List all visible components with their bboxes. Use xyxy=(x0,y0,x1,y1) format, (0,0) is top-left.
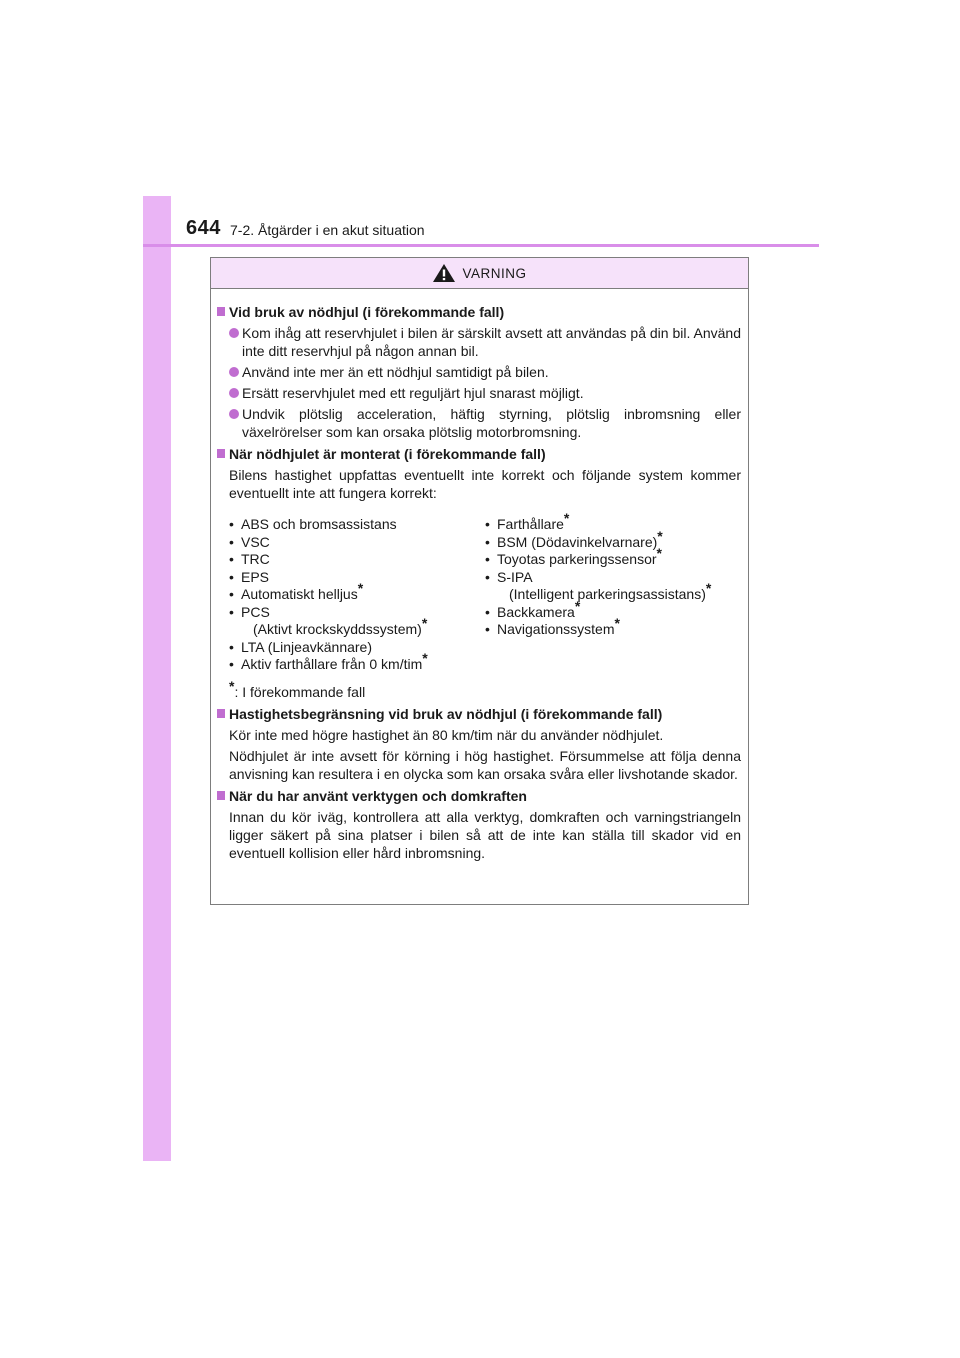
footnote-star: * xyxy=(705,580,712,596)
side-tab-bar xyxy=(143,196,171,1161)
section-heading: Hastighetsbegränsning vid bruk av nödhjul (i förekommande fall) xyxy=(217,705,741,723)
footnote-star: * xyxy=(574,597,581,614)
list-item: Ersätt reservhjulet med ett reguljärt hjul snarast möjligt. xyxy=(217,384,741,402)
paragraph: Innan du kör iväg, kontrollera att alla verktyg, domkraften och varningstriangeln ligger säkert på sina platser i bilen så att de inte kan ställa till skador vid en eventuell kollision eller hård inbromsning. xyxy=(229,808,741,861)
footnote-star: * xyxy=(563,510,570,526)
list-item: • BSM (Dödavinkelvarnare)* xyxy=(485,527,663,550)
list-item: • Farthållare* xyxy=(485,510,570,532)
footnote-star: * xyxy=(229,677,235,694)
footnote: *: I förekommande fall xyxy=(229,677,366,700)
section-title: 7-2. Åtgärder i en akut situation xyxy=(230,222,425,238)
warning-triangle-icon xyxy=(432,263,456,283)
list-item: • ABS och bromsassistans xyxy=(229,516,397,532)
list-item: • EPS xyxy=(229,568,270,585)
warning-header xyxy=(211,258,748,289)
list-item: • Toyotas parkeringssensor* xyxy=(485,545,662,567)
section-heading: När nödhjulet är monterat (i förekommande fall) xyxy=(217,445,741,463)
round-bullet-icon xyxy=(229,367,239,377)
paragraph: Bilens hastighet uppfattas eventuellt inte korrekt och följande system kommer eventuellt inte att fungera korrekt: xyxy=(229,467,741,501)
warning-body xyxy=(211,289,748,862)
list-item: • Navigationssystem* xyxy=(485,615,620,637)
header-rule xyxy=(143,244,819,247)
section-heading: När du har använt verktygen och domkraften xyxy=(217,787,741,805)
round-bullet-icon xyxy=(229,409,239,419)
footnote-star: * xyxy=(422,650,428,666)
list-item-continuation: (Intelligent parkeringsassistans)* xyxy=(509,580,712,602)
page-number: 644 xyxy=(186,217,221,239)
list-item: • Backkamera* xyxy=(485,597,581,620)
list-item: • LTA (Linjeavkännare) xyxy=(229,638,372,655)
system-list-right xyxy=(485,510,741,674)
list-item: Undvik plötslig acceleration, häftig styrning, plötslig inbromsning eller växelrörelser som kan orsaka plötslig motorbromsning. xyxy=(217,405,741,441)
square-bullet-icon xyxy=(217,307,225,316)
square-bullet-icon xyxy=(217,791,225,800)
list-item: Använd inte mer än ett nödhjul samtidigt på bilen. xyxy=(217,363,741,381)
list-item: • S-IPA xyxy=(485,568,533,585)
list-item: Kom ihåg att reservhjulet i bilen är särskilt avsett att användas på din bil. Använd inte ditt reservhjul på någon annan bil. xyxy=(217,324,741,360)
square-bullet-icon xyxy=(217,449,225,458)
list-item: • VSC xyxy=(229,533,270,550)
footnote-star: * xyxy=(657,527,663,544)
list-item: • TRC xyxy=(229,551,270,567)
list-item: • PCS xyxy=(229,603,270,620)
footnote-star: * xyxy=(421,615,428,631)
section-heading: Vid bruk av nödhjul (i förekommande fall) xyxy=(217,303,741,321)
square-bullet-icon xyxy=(217,709,225,718)
footnote-star: * xyxy=(656,545,662,561)
list-item: • Aktiv farthållare från 0 km/tim* xyxy=(229,650,428,672)
system-list-left xyxy=(229,516,485,674)
paragraph: Nödhjulet är inte avsett för körning i hög hastighet. Försummelse att följa denna anvisning kan resultera i en olycka som kan orsaka svåra eller livshotande skador. xyxy=(229,747,741,782)
list-item: • Automatiskt helljus* xyxy=(229,580,364,602)
warning-box xyxy=(210,257,749,905)
round-bullet-icon xyxy=(229,328,239,338)
warning-label: VARNING xyxy=(462,265,527,281)
footnote-star: * xyxy=(357,580,364,596)
round-bullet-icon xyxy=(229,388,239,398)
system-list xyxy=(217,510,741,674)
paragraph: Kör inte med högre hastighet än 80 km/tim när du använder nödhjulet. xyxy=(229,726,664,743)
footnote-star: * xyxy=(614,615,620,631)
list-item-continuation: (Aktivt krockskyddssystem)* xyxy=(253,615,428,637)
